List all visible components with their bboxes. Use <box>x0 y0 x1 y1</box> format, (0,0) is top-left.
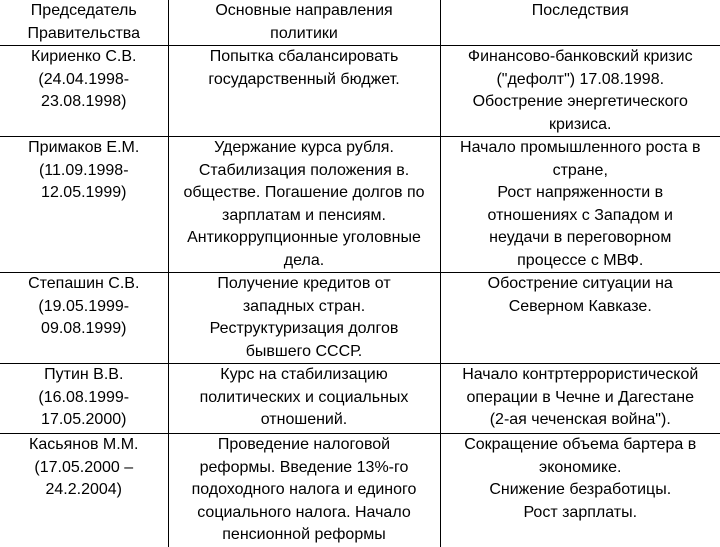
policy-cell <box>168 137 440 273</box>
chairman-line: Степашин С.В. <box>28 275 140 292</box>
policy-line: социального налога. Начало <box>197 503 411 521</box>
policy-cell <box>168 434 440 547</box>
consequences-line: ("дефолт") 17.08.1998. <box>496 70 665 88</box>
consequences-line: (2-ая чеченская война"). <box>489 411 671 428</box>
chairman-line: Кириенко С.В. <box>31 48 137 65</box>
chairman-line: 24.2.2004) <box>45 481 122 498</box>
table-row <box>0 137 720 273</box>
policy-line: дела. <box>283 251 325 269</box>
chairman-line: 23.08.1998) <box>41 93 127 110</box>
chairman-line: (24.04.1998- <box>38 70 130 88</box>
consequences-line: Обострение ситуации на <box>487 275 673 292</box>
consequences-line: экономике. <box>539 458 622 476</box>
policy-line: Удержание курса рубля. <box>214 139 394 156</box>
consequences-line: неудачи в переговорном <box>489 229 672 246</box>
consequences-line: Снижение безработицы. <box>489 481 672 498</box>
header-policy-line-1: Основные направления <box>215 2 393 19</box>
header-chairman-line-2: Правительства <box>27 24 140 42</box>
chairman-cell <box>0 273 168 364</box>
chairman-line: (11.09.1998- <box>38 161 129 179</box>
policy-line: бывшего СССР. <box>245 342 363 360</box>
table-row <box>0 273 720 364</box>
table-row <box>0 46 720 137</box>
chairman-cell <box>0 364 168 434</box>
chairman-cell <box>0 137 168 273</box>
policy-line: Стабилизация положения в. <box>198 161 410 179</box>
policy-line: политических и социальных <box>199 388 409 406</box>
header-row <box>0 0 720 46</box>
chairman-line: Путин В.В. <box>44 366 124 383</box>
policy-line: государственный бюджет. <box>208 70 400 88</box>
header-consequences-line-1: Последствия <box>531 2 629 19</box>
header-chairman-line-1: Председатель <box>30 2 137 19</box>
chairman-line: (19.05.1999- <box>38 297 130 315</box>
consequences-cell <box>440 273 720 364</box>
policy-line: Курс на стабилизацию <box>220 366 388 383</box>
policy-cell <box>168 364 440 434</box>
policy-cell <box>168 46 440 137</box>
consequences-cell <box>440 137 720 273</box>
chairman-line: 09.08.1999) <box>41 320 127 337</box>
consequences-line: кризиса. <box>549 115 612 133</box>
policy-line: отношений. <box>260 411 348 428</box>
policy-line: обществе. Погашение долгов по <box>183 184 425 201</box>
consequences-line: Сокращение объема бартера в <box>464 436 697 453</box>
consequences-line: Финансово-банковский кризис <box>467 48 693 65</box>
policy-line: Антикоррупционные уголовные <box>187 229 421 246</box>
table-row <box>0 434 720 547</box>
chairman-line: (17.05.2000 – <box>34 458 134 476</box>
chairman-cell <box>0 46 168 137</box>
policy-cell <box>168 273 440 364</box>
policy-line: Реструктуризация долгов <box>209 320 399 337</box>
policy-line: подоходного налога и единого <box>191 481 417 498</box>
policy-line: Получение кредитов от <box>217 275 391 292</box>
consequences-line: операции в Чечне и Дагестане <box>466 388 694 406</box>
header-policy <box>168 0 440 46</box>
consequences-line: отношениях с Западом и <box>487 206 673 224</box>
policy-line: пенсионной реформы <box>222 526 386 543</box>
consequences-line: Северном Кавказе. <box>508 297 652 315</box>
chairman-line: Примаков Е.М. <box>28 139 140 156</box>
table-row <box>0 364 720 434</box>
chairman-line: Касьянов М.М. <box>29 436 139 453</box>
chairman-line: (16.08.1999- <box>38 388 130 406</box>
policy-line: западных стран. <box>242 297 366 315</box>
consequences-cell <box>440 434 720 547</box>
policy-line: Проведение налоговой <box>217 436 391 453</box>
consequences-line: Обострение энергетического <box>472 93 688 110</box>
consequences-cell <box>440 364 720 434</box>
consequences-cell <box>440 46 720 137</box>
chairman-line: 12.05.1999) <box>41 184 127 201</box>
consequences-line: Начало промышленного роста в <box>460 139 701 156</box>
consequences-line: стране, <box>552 161 608 179</box>
chairman-cell <box>0 434 168 547</box>
consequences-line: Рост напряженности в <box>497 184 664 201</box>
policy-line: зарплатам и пенсиям. <box>222 206 386 224</box>
chairman-line: 17.05.2000) <box>41 411 127 428</box>
header-policy-line-2: политики <box>270 24 338 42</box>
consequences-line: Рост зарплаты. <box>523 503 638 521</box>
header-chairman <box>0 0 168 46</box>
policy-line: Попытка сбалансировать <box>209 48 399 65</box>
header-consequences <box>440 0 720 46</box>
consequences-line: Начало контртеррористической <box>462 366 699 383</box>
consequences-line: процессе с МВФ. <box>517 251 644 269</box>
policy-line: реформы. Введение 13%-го <box>199 458 409 476</box>
